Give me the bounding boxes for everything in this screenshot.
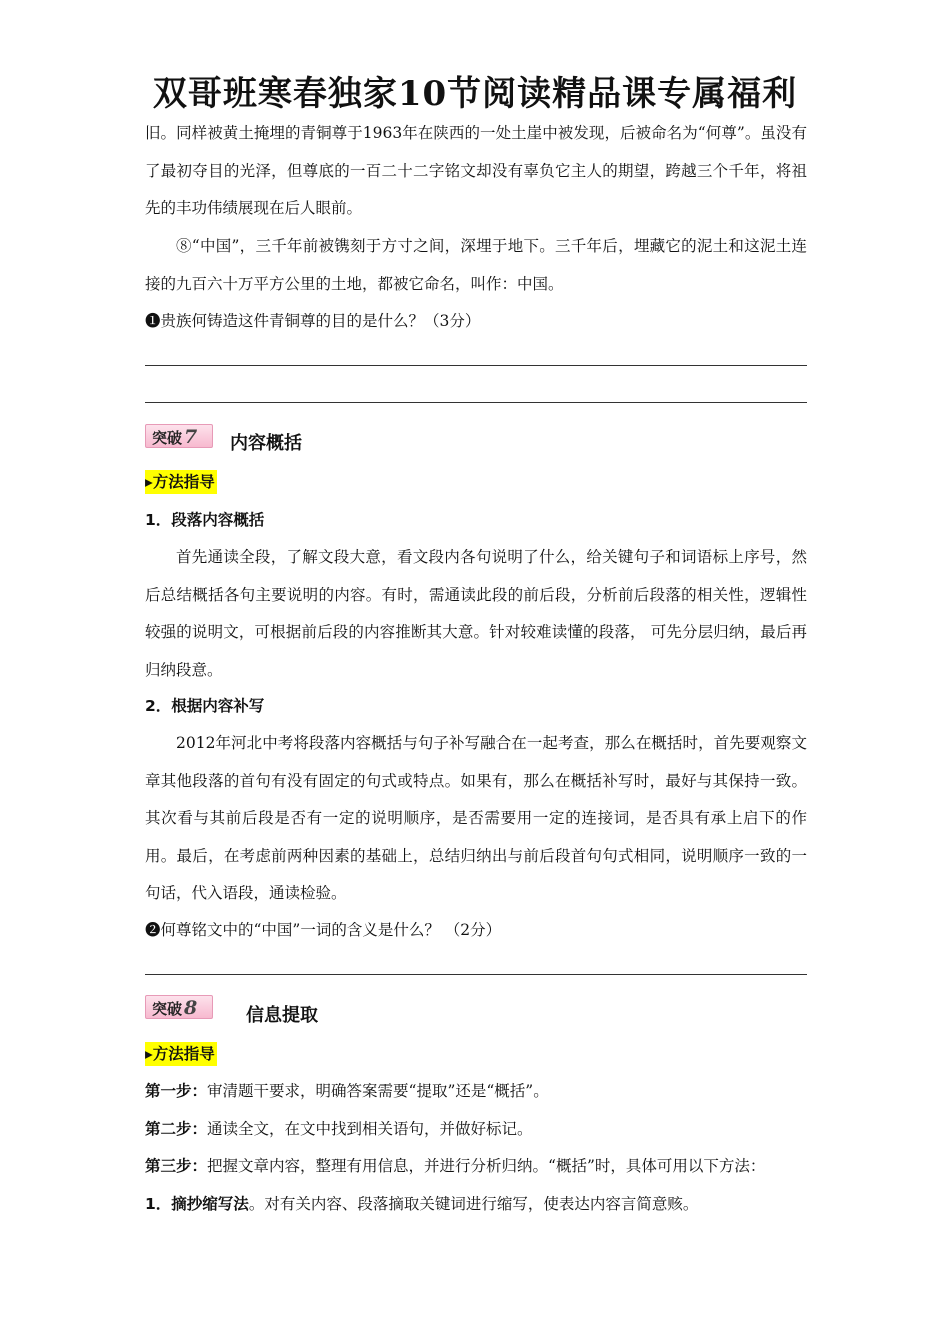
step-3 [145,1153,807,1179]
question-2: ❷何尊铭文中的“中国”一词的含义是什么？ （2分） [145,921,502,939]
step-text: 通读全文，在文中找到相关语句，并做好标记。 [207,1120,533,1138]
step-1 [145,1078,807,1104]
item-number: 1． [145,1195,172,1213]
step-label: 第一步： [145,1082,208,1100]
item-text: 。对有关内容、段落摘取关键词进行缩写，使表达内容言简意赅。 [248,1195,699,1213]
badge-text: 突破 [152,1000,183,1018]
passage-paragraph-7-end: 旧。同样被黄土掩埋的青铜尊于1963年在陕西的一处土崖中被发现，后被命名为“何尊”。虽没有了最初夺目的光泽，但尊底的一百二十二字铭文却没有辜负它主人的期望，跨越三个千年，将祖先的丰功伟绩展现在后人眼前。 [145,124,807,217]
method-guide-label: ▸方法指导 [145,470,217,494]
badge-number: 8 [184,997,198,1019]
badge-number: 7 [184,426,198,448]
step-text: 把握文章内容，整理有用信息，并进行分析归纳。“概括”时，具体可用以下方法： [207,1157,766,1175]
method-item-1 [145,1191,807,1217]
section-badge-7 [145,424,213,448]
item-label: 摘抄缩写法 [171,1195,249,1213]
step-label: 第三步： [145,1157,208,1175]
passage-paragraph-8: ⑧“中国”，三千年前被镌刻于方寸之间，深埋于地下。三千年后，埋藏它的泥土和这泥土连接的九百六十万平方公里的土地，都被它命名，叫作：中国。 [145,237,807,293]
step-label: 第二步： [145,1120,208,1138]
subsection-text-1: 首先通读全段，了解文段大意，看文段内各句说明了什么，给关键句子和词语标上序号，然后总结概括各句主要说明的内容。有时，需通读此段的前后段，分析前后段落的相关性，逻辑性较强的说明文，可根据前后段的内容推断其大意。针对较难读懂的段落， 可先分层归纳，最后再归纳段意。 [145,548,807,679]
subsection-title-1: 1．段落内容概括 [145,511,265,529]
question-1: ❶贵族何铸造这件青铜尊的目的是什么？（3分） [145,312,481,330]
section-title-7: 内容概括 [230,433,302,454]
answer-line [145,365,807,366]
step-2 [145,1116,807,1142]
section-badge-8 [145,995,213,1019]
step-text: 审清题干要求，明确答案需要“提取”还是“概括”。 [207,1082,549,1100]
method-guide-label: ▸方法指导 [145,1042,217,1066]
section-title-8: 信息提取 [246,1005,318,1026]
subsection-title-2: 2．根据内容补写 [145,697,265,715]
subsection-text-2: 2012年河北中考将段落内容概括与句子补写融合在一起考查，那么在概括时，首先要观察文章其他段落的首句有没有固定的句式或特点。如果有，那么在概括补写时，最好与其保持一致。其次看与其前后段是否有一定的说明顺序，是否需要用一定的连接词，是否具有承上启下的作用。最后，在考虑前两种因素的基础上，总结归纳出与前后段首句句式相同，说明顺序一致的一句话，代入语段，通读检验。 [145,734,807,902]
answer-line [145,402,807,403]
page-title: 双哥班寒春独家10节阅读精品课专属福利 [152,74,798,114]
section-divider [145,974,807,975]
badge-text: 突破 [152,429,183,447]
